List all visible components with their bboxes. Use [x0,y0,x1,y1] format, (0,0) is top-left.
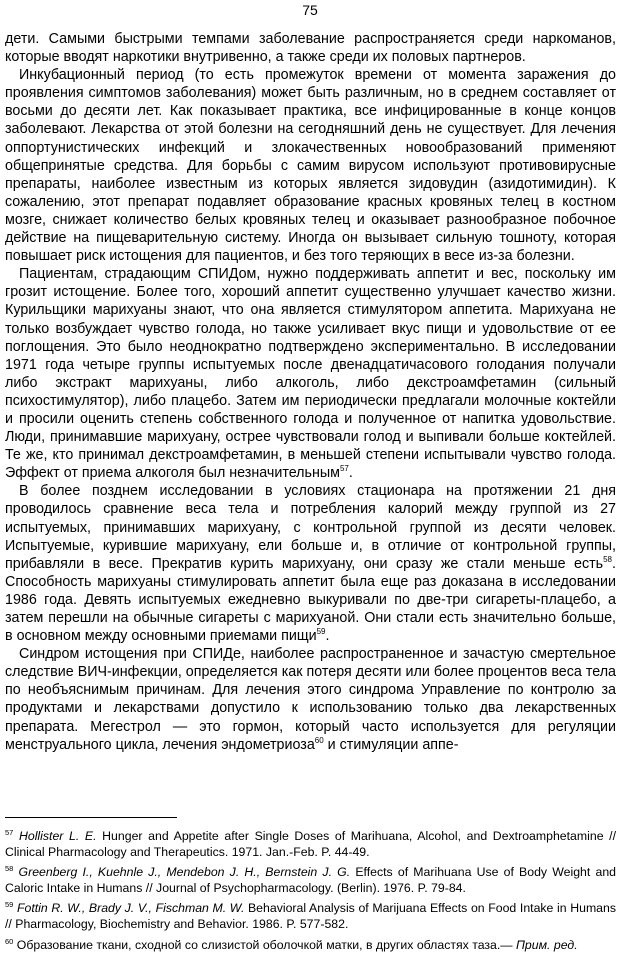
footnotes [5,829,616,958]
footnote-authors: Hollister L. E. [18,829,97,843]
footnote-57 [5,829,616,860]
footnote-text: Effects of Marihuana Use of Body Weight and Caloric Intake in Humans // Journal of Psychopharmacology. (Berlin). 1976. P. 79-84. [5,865,616,895]
footnote-58 [5,865,616,896]
footnote-60 [5,938,616,954]
footnote-number: 57 [5,828,14,837]
page-number: 75 [302,2,318,18]
paragraph-4-end: . [612,555,616,572]
paragraph-4 [5,482,616,645]
paragraph-4-text-continued: Способность марихуаны стимулировать аппетит была еще раз доказана в исследовании 1986 года. Девять испытуемых ежедневно выкуривали по две-три сигареты-плацебо, а затем перешли на обычные сигареты с марихуаной. Они стали есть значительно больше, в основном между основными приемами пищи [5,573,616,645]
paragraph-5 [5,645,616,754]
paragraph-3-text: Пациентам, страдающим СПИДом, нужно поддерживать аппетит и вес, поскольку им грозит истощение. Более того, хороший аппетит существенно улучшает качество жизни. Курильщики марихуаны знают, что она является стимулятором аппетита. Марихуана не только возбуждает чувство голода, но также усиливает вкус пищи и удовольствие от ее поглощения. Это было неоднократно подтверждено экспериментально. В исследовании 1971 года четыре группы испытуемых после двенадцатичасового голодания получали либо экстракт марихуаны, либо алкоголь, либо декстроамфетамин (сильный психостимулятор), либо плацебо. Затем им периодически предлагали молочные коктейли и просили оценить степень собственного голода и полученное от напитка удовольствие. Люди, принимавшие марихуану, острее чувствовали голод и выпивали больше коктейлей. Те же, кто принимал декстроамфетамин, в меньшей степени испытывали чувство голода. Эффект от приема алкоголя был незначительным [5,266,616,482]
paragraph-3-end: . [348,465,353,482]
footnote-authors: Greenberg I., Kuehnle J., Mendebon J. H., Bernstein J. G. [18,865,351,880]
paragraph-4-text: В более позднем исследовании в условиях стационара на протяжении 21 дня проводилось сравнение веса тела и потребления калорий между группой из 27 испытуемых, принимавших марихуану, с контрольной группой из десяти человек. Испытуемые, курившие марихуану, ели больше и, в отличие от контрольной группы, прибавляли в весе. Прекратив курить марихуану, они сразу же стали меньше есть [5,483,616,572]
footnote-text: Hunger and Appetite after Single Doses of Marihuana, Alcohol, and Dextroamphetamine // Clinical Pharmacology and Therapeutics. 1971. Jan.-Feb. P. 44-49. [5,829,617,859]
footnote-number: 58 [5,864,14,874]
paragraph-2: Инкубационный период (то есть промежуток времени от момента заражения до проявления симптомов заболевания) может быть различным, но в среднем составляет от восьми до десяти лет. Как показывает практика, все инфицированные в конце концов заболевают. Лекарства от этой болезни на сегодняшний день не существует. Для лечения оппортунистических инфекций и злокачественных новообразований применяют общепринятые средства. Для борьбы с самим вирусом используют противовирусные препараты, наиболее известным из которых является зидовудин (азидотимидин). К сожалению, этот препарат подавляет образование красных кровяных телец в костном мозге, снижает количество белых кровяных телец и оказывает разнообразное побочное действие на пищеварительную систему. Иногда он вызывает сильную тошноту, которая повышает риск истощения для пациентов, и без того теряющих в весе из-за болезни. [5,67,616,265]
paragraph-3 [5,265,616,482]
footnote-ref-59[interactable]: 59 [316,627,326,637]
body-text [5,30,616,754]
footnote-text: Behavioral Analysis of Marijuana Effects on Food Intake in Humans // Pharmacology, Biochemistry and Behavior. 1986. P. 577-582. [5,901,617,931]
paragraph-4-end-continued: . [325,628,330,645]
footnote-ref-57[interactable]: 57 [339,464,349,474]
footnote-text: Образование ткани, сходной со слизистой оболочкой матки, в других областях таза.— [13,937,516,952]
footnote-authors: Fottin R. W., Brady J. V., Fischman M. W. [16,901,245,916]
footnote-divider [5,817,177,818]
paragraph-5-end: и стимуляции аппе- [323,736,459,753]
footnote-number: 59 [5,900,14,910]
footnote-ref-60[interactable]: 60 [314,735,324,745]
paragraph-5-text: Синдром истощения при СПИДе, наиболее распространенное и зачастую смертельное следствие ВИЧ-инфекции, определяется как потеря десяти или более процентов веса тела по необъяснимым причинам. Для лечения этого синдрома Управление по контролю за продуктами и лекарствами допустило к использованию только два лекарственных препарата. Мегестрол — это гормон, который часто используется для регуляции менструального цикла, лечения эндометриоза [5,646,616,753]
footnote-ref-58[interactable]: 58 [603,554,613,564]
footnote-number: 60 [5,936,14,946]
paragraph-1: дети. Самыми быстрыми темпами заболевание распространяется среди наркоманов, которые вводят наркотики внутривенно, а также среди их половых партнеров. [5,31,616,66]
editor-note-label: Прим. ред. [516,937,578,952]
footnote-59 [5,901,616,932]
